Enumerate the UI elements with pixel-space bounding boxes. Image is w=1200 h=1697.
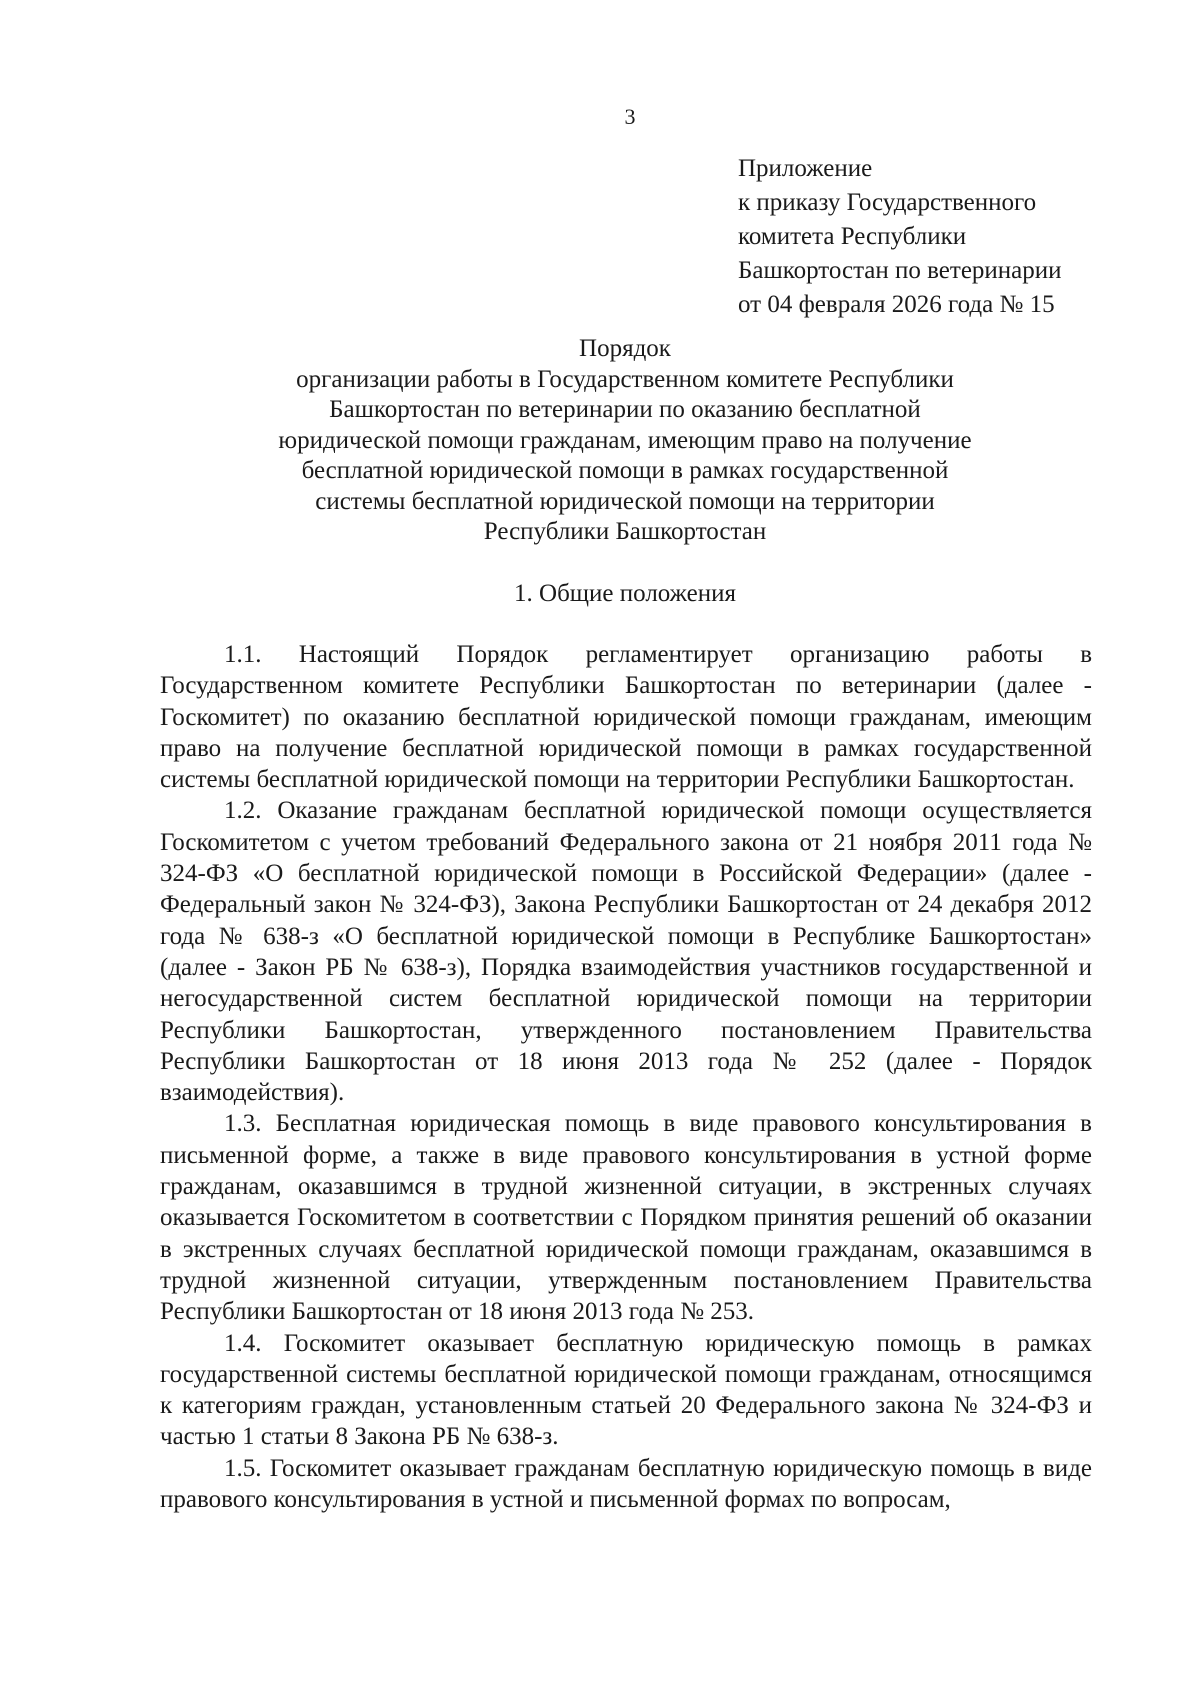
appendix-line: к приказу Государственного (738, 189, 1037, 216)
document-title (160, 334, 1090, 548)
page-number: 3 (624, 104, 636, 129)
paragraph-1-1: 1.1. Настоящий Порядок регламентирует организацию работы в Государственном комитете Республики Башкортостан по ветеринарии (далее - Госкомитет) по оказанию бесплатной юридической помощи гражданам, имеющим право на получение бесплатной юридической помощи в рамках государственной системы бесплатной юридической помощи на территории Республики Башкортостан. (160, 641, 1092, 794)
title-line: системы бесплатной юридической помощи на территории (315, 487, 935, 515)
section-body (160, 639, 1092, 1515)
paragraph-1-4: 1.4. Госкомитет оказывает бесплатную юридическую помощь в рамках государственной системы бесплатной юридической помощи гражданам, относящимся к категориям граждан, установленным статьей 20 Федерального закона № 324-ФЗ и частью 1 статьи 8 Закона РБ № 638-з. (160, 1329, 1092, 1451)
appendix-line: от 04 февраля 2026 года № 15 (738, 291, 1055, 318)
paragraph-1-2: 1.2. Оказание гражданам бесплатной юридической помощи осуществляется Госкомитетом с учетом требований Федерального закона от 21 ноября 2011 года № 324-ФЗ «О бесплатной юридической помощи в Российской Федерации» (далее - Федеральный закон № 324-ФЗ), Закона Республики Башкортостан от 24 декабря 2012 года № 638-з «О бесплатной юридической помощи в Республике Башкортостан» (далее - Закон РБ № 638-з), Порядка взаимодействия участников государственной и негосударственной систем бесплатной юридической помощи на территории Республики Башкортостан, утвержденного постановлением Правительства Республики Башкортостан от 18 июня 2013 года № 252 (далее - Порядок взаимодействия). (160, 797, 1092, 1107)
title-line: юридической помощи гражданам, имеющим право на получение (278, 426, 972, 454)
title-line: Республики Башкортостан (483, 518, 767, 545)
title-line: организации работы в Государственном комитете Республики (296, 365, 954, 393)
appendix-block (738, 152, 1062, 322)
title-line: Башкортостан по ветеринарии по оказанию бесплатной (329, 396, 921, 423)
paragraph-1-3: 1.3. Бесплатная юридическая помощь в виде правового консультирования в письменной форме, а также в виде правового консультирования в устной форме гражданам, оказавшимся в трудной жизненной ситуации, в экстренных случаях оказывается Госкомитетом в соответствии с Порядком принятия решений об оказании в экстренных случаях бесплатной юридической помощи гражданам, оказавшимся в трудной жизненной ситуации, утвержденным постановлением Правительства Республики Башкортостан от 18 июня 2013 года № 253. (160, 1110, 1092, 1326)
title-line: бесплатной юридической помощи в рамках государственной (301, 457, 949, 484)
section-heading: 1. Общие положения (514, 580, 736, 607)
appendix-line: Башкортостан по ветеринарии (738, 257, 1062, 284)
title-line: Порядок (579, 335, 671, 362)
appendix-line: Приложение (738, 155, 873, 182)
appendix-line: комитета Республики (738, 223, 967, 250)
paragraph-1-5: 1.5. Госкомитет оказывает гражданам бесплатную юридическую помощь в виде правового консультирования в устной и письменной формах по вопросам, (160, 1454, 1092, 1514)
